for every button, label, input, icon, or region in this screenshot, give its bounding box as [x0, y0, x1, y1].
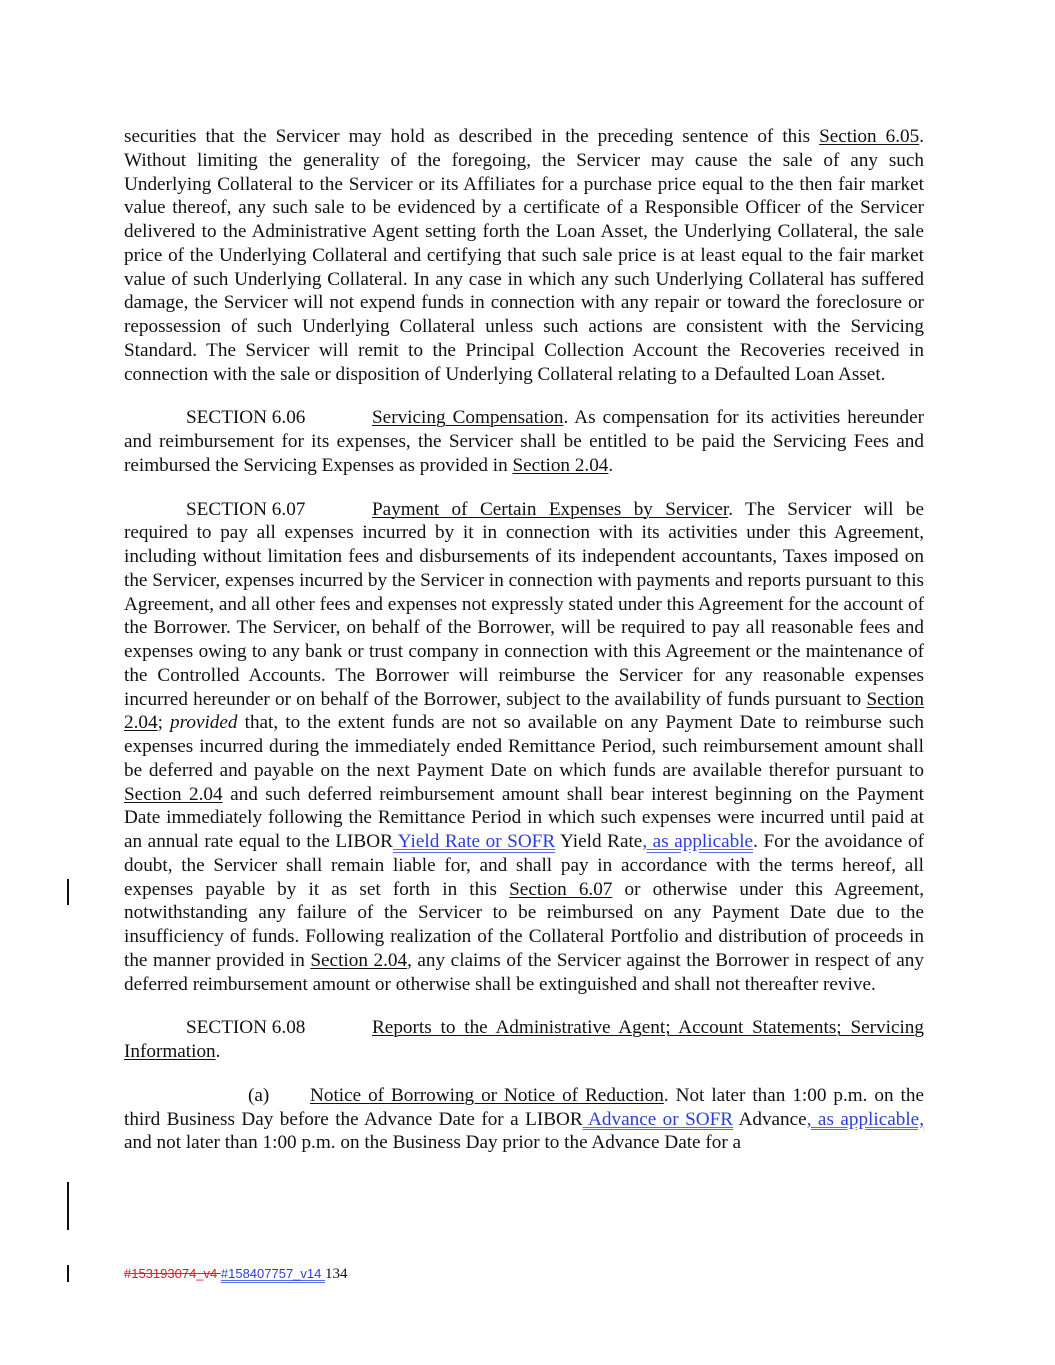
body-text: . The Servicer will be required to pay all expenses incurred by it in connection with its activities under this Agreement, including without limitation fees and disbursements of its independent accountants, Taxes imposed on the Servicer, expenses incurred by the Servicer in connection with payments and reports pursuant to this Agreement, and all other fees and expenses not expressly stated under this Agreement for the account of the Borrower. The Servicer, on behalf of the Borrower, will be required to pay all reasonable fees and expenses owing to any bank or trust company in connection with this Agreement or the maintenance of the Controlled Accounts. The Borrower will reimburse the Servicer for any reasonable expenses incurred hereunder or on behalf of the Borrower, subject to the availability of funds pursuant to — [124, 498, 924, 710]
section-reference: Section 2.04 — [512, 454, 609, 476]
body-text: and such deferred reimbursement amount shall bear interest beginning on the Payment Date immediately following the Remittance Period in which such expenses were incurred until paid at an annual rate equal to the LIBOR — [124, 783, 924, 852]
paragraph-6-05-continuation — [124, 125, 924, 386]
section-title: Payment of Certain Expenses by Servicer — [372, 498, 729, 520]
section-6-08 — [124, 1016, 924, 1064]
change-bar — [67, 1265, 69, 1282]
body-text: . As compensation for its activities hereunder and reimbursement for its expenses, the Servicer shall be entitled to be paid the Servicing Fees and reimbursed the Servicing Expenses as provided in — [124, 407, 924, 476]
section-6-06 — [124, 406, 924, 477]
section-reference: Section 6.05 — [819, 126, 920, 147]
body-text: or otherwise under this Agreement, notwithstanding any failure of the Servicer to be reimbursed on any Payment Date due to the insufficiency of funds. Following realization of the Collateral Portfolio and distribution of proceeds in the manner provided in — [124, 878, 924, 971]
subsection-label: (a) — [248, 1084, 270, 1106]
section-reference: Section 2.04 — [310, 949, 408, 971]
tracked-insertion: , as applicable — [642, 831, 754, 852]
page-footer — [124, 1266, 347, 1282]
deleted-document-id: #153193074_v4 — [124, 1266, 221, 1281]
change-bar — [67, 879, 69, 905]
document-page — [124, 125, 924, 1175]
body-text: that, to the extent funds are not so available on any Payment Date to reimburse such expenses incurred during the immediately ended Remittance Period, such reimbursement amount shall be deferred and payable on the next Payment Date on which funds are available therefor pursuant to — [124, 712, 924, 781]
body-text: . Without limiting the generality of the foregoing, the Servicer may cause the sale of any such Underlying Collateral to the Servicer or its Affiliates for a purchase price equal to the then fair market value thereof, any such sale to be evidenced by a certificate of a Responsible Officer of the Servicer delivered to the Administrative Agent setting forth the Loan Asset, the Underlying Collateral, the sale price of the Underlying Collateral and certifying that such sale price is at least equal to the fair market value of such Underlying Collateral. In any case in which any such Underlying Collateral has suffered damage, the Servicer will not expend funds in connection with any repair or toward the foreclosure or repossession of such Underlying Collateral unless such actions are consistent with the Servicing Standard. The Servicer will remit to the Principal Collection Account the Recoveries received in connection with the sale or disposition of Underlying Collateral relating to a Defaulted Loan Asset. — [124, 126, 924, 385]
section-number: SECTION 6.07 — [186, 498, 306, 520]
section-6-08-a — [124, 1084, 924, 1155]
section-number: SECTION 6.06 — [186, 407, 306, 429]
page-number: 134 — [324, 1266, 348, 1282]
body-text: securities that the Servicer may hold as described in the preceding sentence of this — [124, 126, 820, 147]
tracked-insertion: Yield Rate or SOFR — [392, 831, 556, 852]
body-text: . — [608, 454, 614, 476]
body-text: ; — [157, 712, 171, 734]
section-reference: Section 2.04 — [124, 688, 924, 734]
section-reference: Section 2.04 — [124, 783, 223, 805]
change-bar — [67, 1182, 69, 1230]
body-text: . For the avoidance of doubt, the Servicer shall remain liable for, and shall pay in accordance with the terms hereof, all expenses payable by it as set forth in this — [124, 831, 924, 900]
section-reference: Section 6.07 — [509, 878, 613, 900]
section-title: Servicing Compensation — [372, 407, 564, 429]
section-6-07 — [124, 498, 924, 997]
tracked-insertion: , as applicable, — [806, 1108, 924, 1130]
subsection-title: Notice of Borrowing or Notice of Reduction — [310, 1084, 664, 1106]
body-text: and not later than 1:00 p.m. on the Business Day prior to the Advance Date for a — [124, 1132, 742, 1154]
tracked-insertion: Advance or SOFR — [582, 1108, 734, 1130]
body-text: Yield Rate — [555, 831, 643, 852]
body-text: . Not later than 1:00 p.m. on the third Business Day before the Advance Date for a LIBOR — [124, 1084, 924, 1130]
italic-term: provided — [170, 712, 238, 734]
body-text: Advance — [733, 1108, 807, 1130]
section-number: SECTION 6.08 — [186, 1017, 306, 1039]
section-title: Reports to the Administrative Agent; Account Statements; Servicing Information — [124, 1017, 924, 1062]
body-text: . — [215, 1041, 221, 1062]
inserted-document-id: #158407757_v14 — [220, 1266, 325, 1281]
body-text: , any claims of the Servicer against the Borrower in respect of any deferred reimbursement amount or otherwise shall be extinguished and shall not thereafter revive. — [124, 949, 924, 995]
